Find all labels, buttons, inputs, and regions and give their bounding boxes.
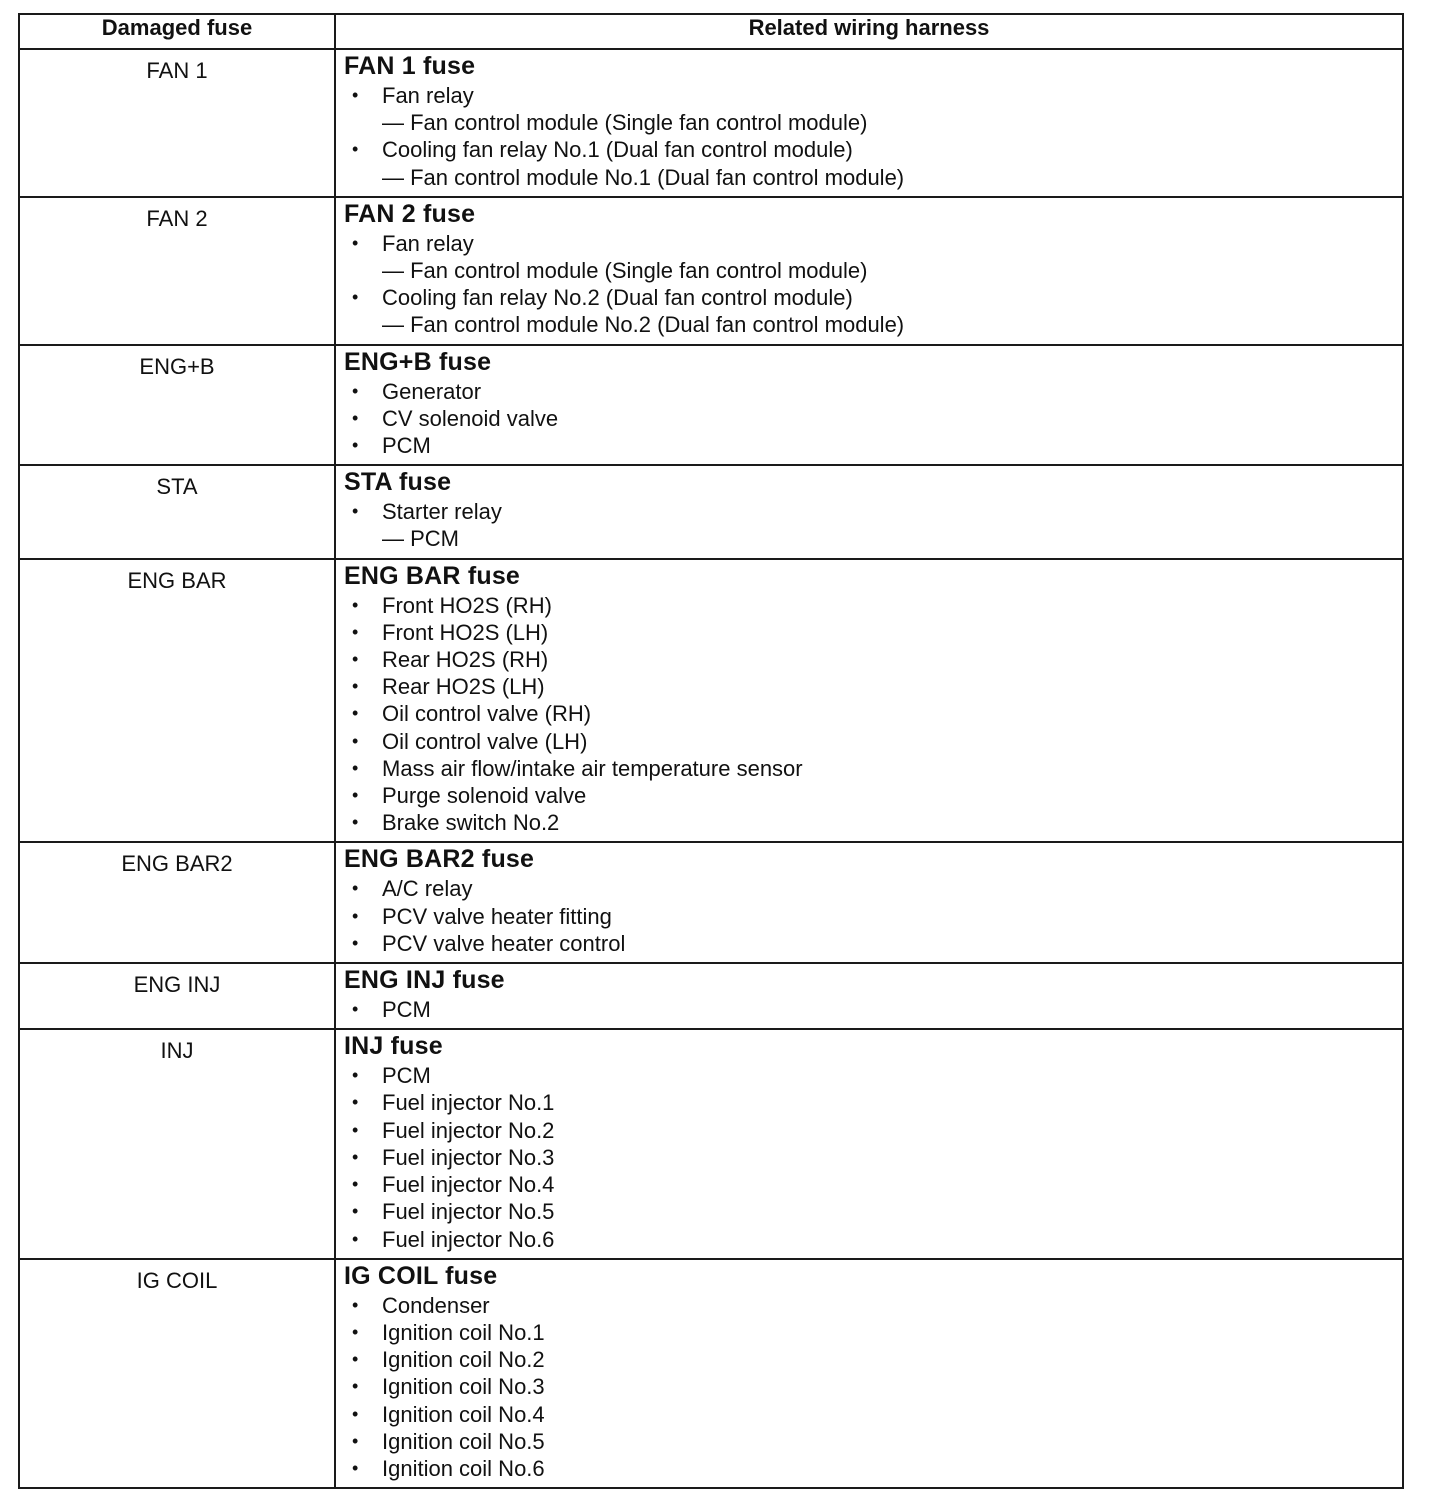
harness-item-label: Ignition coil No.4 [382,1401,545,1427]
table-row [19,963,1403,1029]
harness-item-label: Fuel injector No.6 [382,1226,555,1252]
harness-fuse-title: ENG BAR2 fuse [344,845,535,874]
harness-fuse-title: ENG+B fuse [344,347,492,376]
bullet-icon: • [352,905,359,926]
fuse-harness-table [18,13,1404,1489]
bullet-icon: • [352,287,359,308]
harness-list-item [344,996,1396,1023]
harness-item-label: Front HO2S (RH) [382,592,552,618]
harness-sub-item: — Fan control module (Single fan control module) [382,110,868,136]
harness-list-item [344,1089,1396,1116]
bullet-icon: • [352,1376,359,1397]
harness-item-label: Condenser [382,1292,490,1318]
harness-item-label: Generator [382,378,482,404]
related-harness-cell [335,1259,1403,1488]
bullet-icon: • [352,1349,359,1370]
harness-item-label: Cooling fan relay No.2 (Dual fan control module) [382,285,853,311]
harness-item-label: Ignition coil No.2 [382,1347,545,1373]
harness-item-label: Fuel injector No.2 [382,1117,555,1143]
harness-list-item [344,1401,1396,1428]
damaged-fuse-cell: ENG INJ [19,963,335,1029]
harness-item-label: PCM [382,1063,431,1089]
bullet-icon: • [352,730,359,751]
harness-list-item [344,1117,1396,1144]
harness-list-item [344,1292,1396,1319]
harness-sub-item: — Fan control module No.1 (Dual fan control module) [382,164,905,190]
harness-list-item [344,903,1396,930]
harness-item-label: Fuel injector No.3 [382,1144,555,1170]
harness-list-item [344,646,1396,673]
harness-item-label: PCV valve heater control [382,930,626,956]
harness-list-item [344,1319,1396,1346]
harness-list-item [344,782,1396,809]
bullet-icon: • [352,380,359,401]
bullet-icon: • [352,932,359,953]
harness-fuse-title: STA fuse [344,468,452,497]
header-related-wiring-harness: Related wiring harness [335,14,1403,49]
harness-item-label: A/C relay [382,876,473,902]
bullet-icon: • [352,1119,359,1140]
related-harness-cell [335,49,1403,197]
related-harness-cell [335,197,1403,345]
harness-item-label: PCV valve heater fitting [382,903,612,929]
harness-item-label: PCM [382,433,431,459]
table-row [19,345,1403,466]
bullet-icon: • [352,1146,359,1167]
bullet-icon: • [352,407,359,428]
bullet-icon: • [352,1201,359,1222]
damaged-fuse-cell: INJ [19,1029,335,1258]
harness-item-label: Starter relay [382,499,502,525]
harness-list-item [344,1373,1396,1400]
harness-list-item [344,432,1396,459]
related-harness-cell [335,1029,1403,1258]
harness-list-item [344,136,1396,163]
bullet-icon: • [352,1457,359,1478]
harness-list-item [344,82,1396,109]
damaged-fuse-cell: STA [19,465,335,558]
harness-item-label: PCM [382,997,431,1023]
harness-item-label: Purge solenoid valve [382,783,587,809]
harness-fuse-title: FAN 1 fuse [344,52,476,80]
bullet-icon: • [352,1321,359,1342]
table-row [19,1029,1403,1258]
bullet-icon: • [352,232,359,253]
bullet-icon: • [352,1294,359,1315]
harness-sub-item: — Fan control module No.2 (Dual fan control module) [382,312,905,338]
harness-list-item [344,1455,1396,1482]
harness-item-label: Fuel injector No.4 [382,1172,555,1198]
harness-item-label: Ignition coil No.1 [382,1319,545,1345]
harness-list-item [344,592,1396,619]
harness-item-label: CV solenoid valve [382,405,559,431]
table-body [19,49,1403,1488]
bullet-icon: • [352,594,359,615]
header-row [19,14,1403,49]
harness-list-item [344,1144,1396,1171]
damaged-fuse-cell: ENG BAR [19,559,335,843]
table-row [19,197,1403,345]
bullet-icon: • [352,1403,359,1424]
bullet-icon: • [352,1065,359,1086]
harness-list-item [344,378,1396,405]
damaged-fuse-cell: FAN 1 [19,49,335,197]
harness-list-item [344,1062,1396,1089]
harness-item-label: Fuel injector No.5 [382,1199,555,1225]
bullet-icon: • [352,435,359,456]
harness-fuse-title: ENG BAR fuse [344,561,521,590]
harness-list-item [344,1226,1396,1253]
related-harness-cell [335,345,1403,466]
harness-item-label: Ignition coil No.6 [382,1455,545,1481]
harness-item-label: Fan relay [382,83,474,108]
harness-list-item [344,700,1396,727]
harness-fuse-title: FAN 2 fuse [344,199,476,228]
table-row [19,465,1403,558]
harness-sub-item: — Fan control module (Single fan control module) [382,258,868,284]
damaged-fuse-cell: IG COIL [19,1259,335,1488]
harness-fuse-title: IG COIL fuse [344,1261,498,1290]
harness-item-label: Ignition coil No.5 [382,1428,545,1454]
harness-list-item [344,498,1396,525]
damaged-fuse-cell: FAN 2 [19,197,335,345]
bullet-icon: • [352,1430,359,1451]
harness-list-item [344,1346,1396,1373]
bullet-icon: • [352,703,359,724]
harness-item-label: Oil control valve (RH) [382,701,592,727]
harness-item-label: Fan relay [382,230,474,256]
harness-sub-item: — PCM [382,526,459,552]
bullet-icon: • [352,878,359,899]
bullet-icon: • [352,676,359,697]
harness-list-item [344,284,1396,311]
harness-list-item [344,619,1396,646]
harness-list-item [344,230,1396,257]
bullet-icon: • [352,1228,359,1249]
header-damaged-fuse: Damaged fuse [19,14,335,49]
harness-fuse-title: ENG INJ fuse [344,966,505,995]
bullet-icon: • [352,1092,359,1113]
harness-list-item [344,673,1396,700]
harness-list-item [344,405,1396,432]
harness-item-label: Brake switch No.2 [382,810,560,836]
harness-list-item [344,875,1396,902]
table-row [19,49,1403,197]
damaged-fuse-cell: ENG BAR2 [19,842,335,963]
harness-list-item [344,1428,1396,1455]
table-row [19,1259,1403,1488]
harness-list-item [344,809,1396,836]
harness-list-item [344,728,1396,755]
related-harness-cell [335,842,1403,963]
harness-item-label: Rear HO2S (RH) [382,647,549,673]
harness-item-label: Ignition coil No.3 [382,1374,545,1400]
harness-item-label: Mass air flow/intake air temperature sensor [382,755,803,781]
bullet-icon: • [352,812,359,833]
bullet-icon: • [352,999,359,1020]
harness-list-item [344,755,1396,782]
bullet-icon: • [352,785,359,806]
bullet-icon: • [352,621,359,642]
table-row [19,559,1403,843]
harness-item-label: Oil control valve (LH) [382,728,588,754]
table-row [19,842,1403,963]
harness-item-label: Rear HO2S (LH) [382,674,545,700]
bullet-icon: • [352,85,359,105]
harness-item-label: Front HO2S (LH) [382,619,549,645]
bullet-icon: • [352,757,359,778]
damaged-fuse-cell: ENG+B [19,345,335,466]
related-harness-cell [335,465,1403,558]
harness-list-item [344,1198,1396,1225]
harness-list-item [344,1171,1396,1198]
harness-list-item [344,930,1396,957]
bullet-icon: • [352,649,359,670]
related-harness-cell [335,559,1403,843]
bullet-icon: • [352,1174,359,1195]
related-harness-cell [335,963,1403,1029]
harness-item-label: Cooling fan relay No.1 (Dual fan control module) [382,137,853,163]
harness-fuse-title: INJ fuse [344,1032,443,1061]
bullet-icon: • [352,139,359,160]
harness-item-label: Fuel injector No.1 [382,1090,555,1116]
bullet-icon: • [352,501,359,522]
